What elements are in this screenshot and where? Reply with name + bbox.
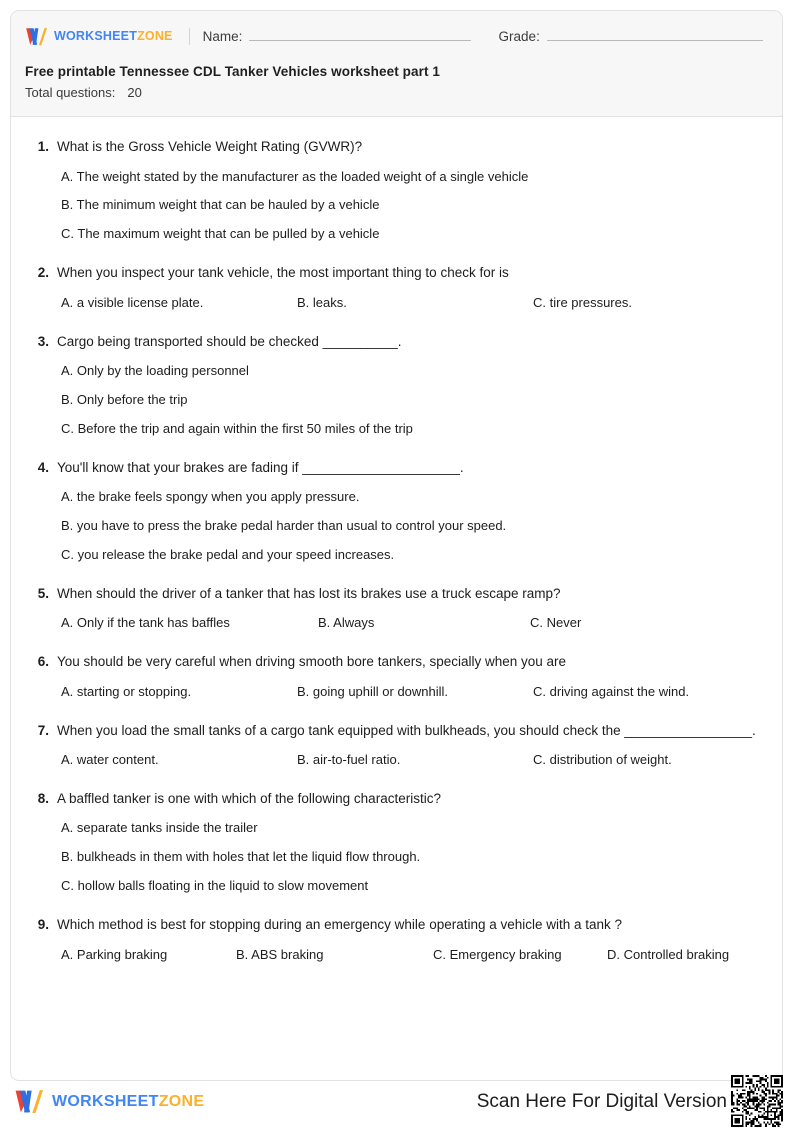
question-number: 9. [37,917,49,932]
logo-text-zone: ZONE [137,29,173,43]
option-choice[interactable]: A. Parking braking [61,946,168,962]
option-choice[interactable]: A. a visible license plate. [61,294,204,310]
footer-logo [14,1089,204,1114]
question-text: Which method is best for stopping during an emergency while operating a vehicle with a tank ? [57,917,623,932]
name-label: Name: [202,29,243,44]
question-number: 3. [37,333,49,349]
question-item [33,332,760,439]
grade-label: Grade: [498,29,540,44]
option-choice[interactable]: A. the brake feels spongy when you apply pressure. [61,489,360,505]
name-input-line[interactable] [249,28,470,41]
header-divider [189,28,190,45]
question-item [33,584,760,633]
worksheet-card [10,10,783,1081]
question-text: When should the driver of a tanker that has lost its brakes use a truck escape ramp? [57,585,561,601]
question-header [33,721,760,741]
logo-text-zone: ZONE [158,1092,205,1110]
question-item [33,137,760,244]
option-choice[interactable]: C. hollow balls floating in the liquid to slow movement [61,878,369,894]
questions-list [11,117,782,993]
worksheet-header [11,11,782,117]
question-text: You should be very careful when driving smooth bore tankers, specially when you are [57,654,567,670]
header-logo [25,27,173,46]
option-choice[interactable]: B. going uphill or downhill. [297,683,449,699]
question-text: You'll know that your brakes are fading if _____________________. [57,459,464,475]
option-choice[interactable]: A. separate tanks inside the trailer [61,820,258,836]
option-choice[interactable]: C. Never [530,615,582,631]
question-options [33,751,760,770]
question-number: 5. [37,585,49,601]
question-header [33,789,760,809]
option-choice[interactable]: B. The minimum weight that can be hauled by a vehicle [61,197,380,213]
question-text: Cargo being transported should be checked __________. [57,333,402,349]
option-choice[interactable]: B. Only before the trip [61,391,188,407]
option-choice[interactable]: B. you have to press the brake pedal harder than usual to control your speed. [61,518,507,533]
qr-code-icon[interactable] [731,1075,783,1127]
question-text: When you inspect your tank vehicle, the most important thing to check for is [57,265,509,281]
option-choice[interactable]: A. water content. [61,752,159,768]
worksheet-zone-logo-mark [14,1089,43,1114]
question-header [33,652,760,672]
question-item [33,458,760,565]
worksheet-zone-logo-mark [25,27,47,46]
option-choice[interactable]: B. bulkheads in them with holes that let the liquid flow through. [61,849,421,865]
total-questions-value: 20 [127,85,142,100]
logo-text-worksheet: WORKSHEET [52,1092,159,1110]
question-text: What is the Gross Vehicle Weight Rating (GVWR)? [57,139,363,154]
question-number: 2. [37,265,49,281]
option-choice[interactable]: C. tire pressures. [533,294,632,310]
footer-logo-text [52,1093,204,1111]
option-choice[interactable]: B. air-to-fuel ratio. [297,752,401,768]
option-choice[interactable]: B. leaks. [297,294,347,310]
question-options [33,819,760,896]
question-text: A baffled tanker is one with which of the following characteristic? [57,790,441,806]
question-options [33,168,760,245]
name-field-group [203,28,471,44]
question-header [33,263,760,283]
total-questions [25,85,768,100]
option-choice[interactable]: C. Before the trip and again within the first 50 miles of the trip [61,420,413,436]
worksheet-footer [10,1081,783,1122]
option-choice[interactable]: C. you release the brake pedal and your speed increases. [61,546,395,562]
option-choice[interactable]: A. Only by the loading personnel [61,363,249,379]
option-choice[interactable]: C. driving against the wind. [533,683,690,699]
total-questions-label: Total questions: [25,85,116,100]
question-item [33,789,760,896]
question-item [33,652,760,701]
header-top-row [25,24,768,48]
question-number: 7. [37,722,49,738]
worksheet-title: Free printable Tennessee CDL Tanker Vehicles worksheet part 1 [25,64,441,79]
question-number: 1. [37,139,49,154]
question-header [33,458,760,478]
logo-text-worksheet: WORKSHEET [54,29,138,43]
question-header [33,915,760,935]
option-choice[interactable]: D. Controlled braking [607,946,730,962]
question-item [33,721,760,770]
question-options [33,683,760,702]
option-choice[interactable]: C. The maximum weight that can be pulled by a vehicle [61,226,380,242]
question-options [33,946,760,965]
option-choice[interactable]: A. The weight stated by the manufacturer as the loaded weight of a single vehicle [61,168,529,184]
question-item [33,263,760,312]
question-header [33,584,760,604]
option-choice[interactable]: A. Only if the tank has baffles [61,615,230,631]
question-number: 4. [37,459,49,475]
option-choice[interactable]: B. ABS braking [236,946,324,962]
header-logo-text [54,29,173,43]
question-number: 6. [37,654,49,670]
question-options [33,294,760,313]
grade-input-line[interactable] [547,28,763,41]
question-options [33,488,760,565]
question-item [33,915,760,964]
option-choice[interactable]: B. Always [318,615,375,631]
question-header [33,137,760,157]
option-choice[interactable]: C. distribution of weight. [533,752,672,768]
question-header [33,332,760,352]
option-choice[interactable]: A. starting or stopping. [61,683,192,699]
grade-field-group [499,28,768,44]
question-options [33,614,760,633]
question-number: 8. [37,790,49,806]
question-options [33,362,760,439]
option-choice[interactable]: C. Emergency braking [433,946,562,962]
question-text: When you load the small tanks of a cargo tank equipped with bulkheads, you should check the _________________. [57,722,756,738]
scan-here-label: Scan Here For Digital Version [476,1090,727,1112]
footer-scan-group [477,1075,783,1129]
